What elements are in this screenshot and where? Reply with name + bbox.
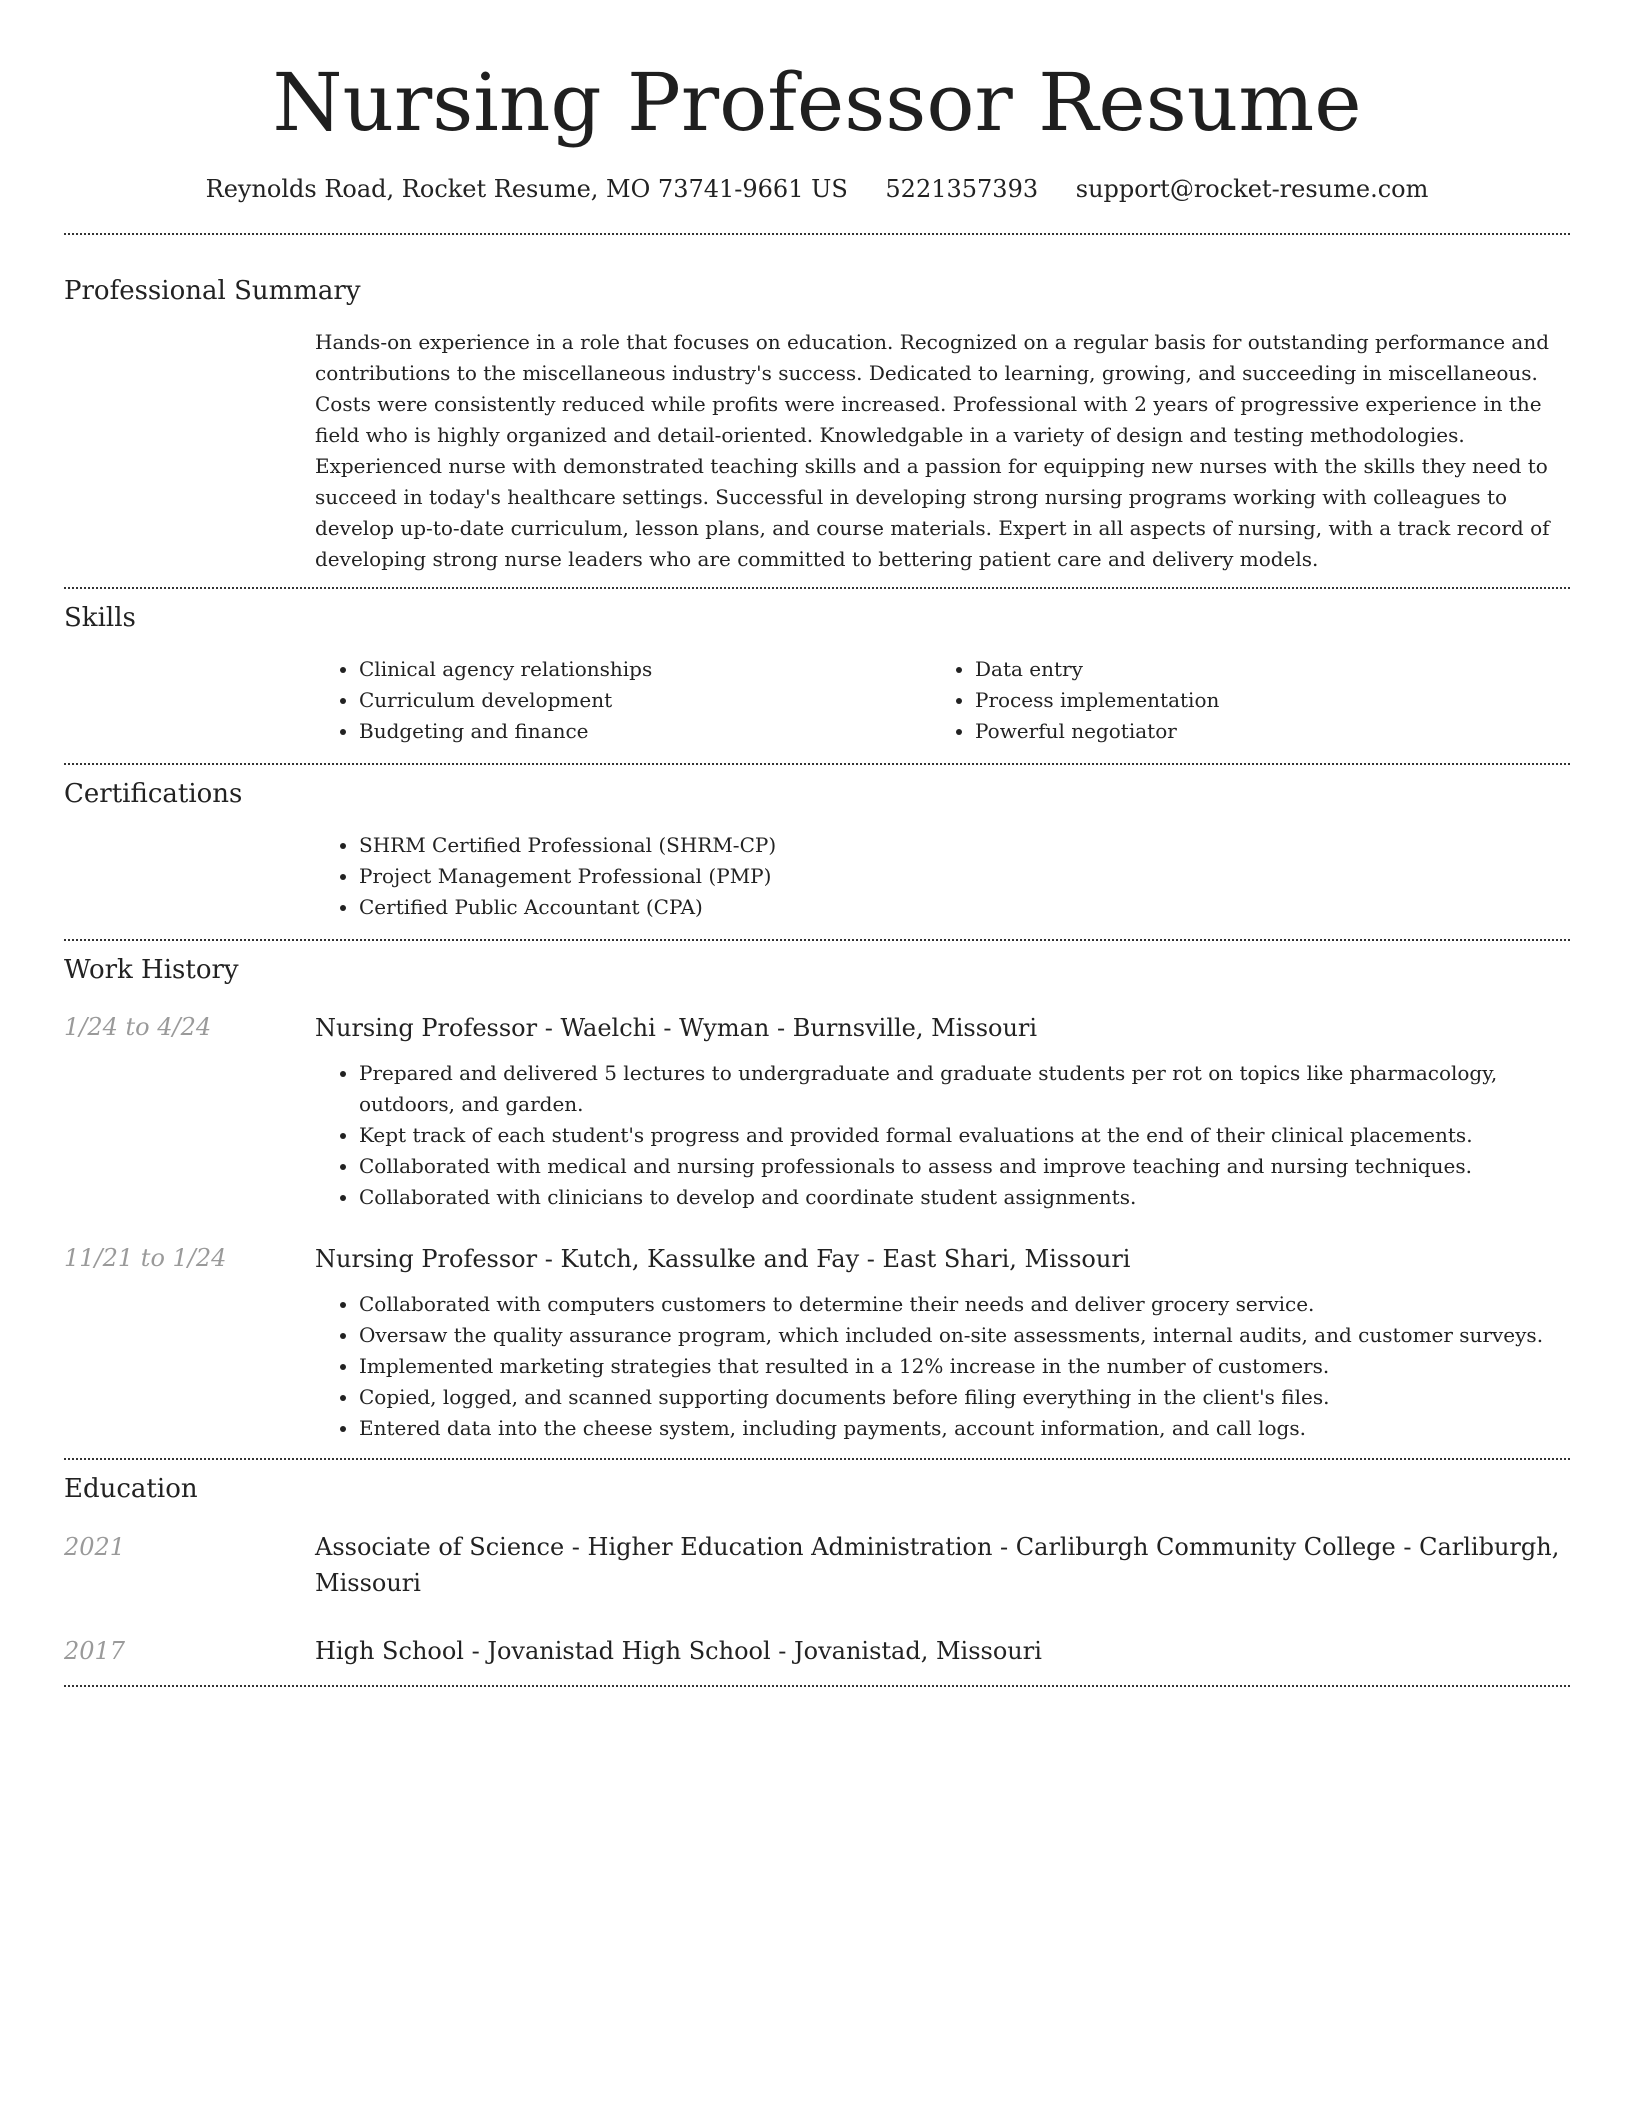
skill-item: • Data entry: [975, 654, 1551, 685]
job-bullet: • Collaborated with computers customers to determine their needs and deliver grocery service.: [359, 1289, 1570, 1320]
section-title-skills: Skills: [64, 603, 136, 633]
summary-text: Hands-on experience in a role that focuses on education. Recognized on a regular basis for outstanding performance and contributions to the miscellaneous industry's success. Dedicated to learning, growing, and succeeding in miscellaneous. Costs were consistently reduced while profits were increased. Professional with 2 years of progressive experience in the field who is highly organized and detail-oriented. Knowledgable in a variety of design and testing methodologies. Experienced nurse with demonstrated teaching skills and a passion for equipping new nurses with the skills they need to succeed in today's healthcare settings. Successful in developing strong nursing programs working with colleagues to develop up-to-date curriculum, lesson plans, and course materials. Expert in all aspects of nursing, with a track record of developing strong nurse leaders who are committed to bettering patient care and delivery models.: [315, 330, 1550, 571]
section-title-certifications: Certifications: [64, 779, 243, 809]
job-entry: [64, 1241, 1570, 1458]
certifications-section: [64, 765, 1570, 939]
skills-section: [64, 589, 1570, 763]
resume-page: [64, 0, 1570, 1687]
job-bullet: • Entered data into the cheese system, including payments, account information, and call logs.: [359, 1413, 1570, 1444]
education-school: - Jovanistad High School - Jovanistad, Missouri: [463, 1637, 1042, 1665]
education-entry: [64, 1633, 1570, 1685]
divider: [64, 1685, 1570, 1687]
skill-item: • Curriculum development: [359, 685, 931, 716]
skill-item: • Clinical agency relationships: [359, 654, 931, 685]
job-bullet: • Oversaw the quality assurance program, which included on-site assessments, internal audits, and customer surveys.: [359, 1320, 1570, 1351]
education-year: 2021: [64, 1533, 126, 1561]
skills-column-right: [931, 654, 1551, 747]
summary-section: [64, 235, 1570, 587]
job-bullet: • Collaborated with medical and nursing professionals to assess and improve teaching and nursing techniques.: [359, 1151, 1570, 1182]
certification-item: • SHRM Certified Professional (SHRM-CP): [359, 830, 1570, 861]
education-year: 2017: [64, 1637, 126, 1665]
job-dates: 1/24 to 4/24: [64, 1013, 212, 1041]
job-bullet: • Collaborated with clinicians to develop and coordinate student assignments.: [359, 1182, 1570, 1213]
skill-item: • Budgeting and finance: [359, 716, 931, 747]
certifications-list: [315, 830, 1570, 939]
section-title-summary: Professional Summary: [64, 276, 361, 306]
email-link[interactable]: support@rocket-resume.com: [1075, 175, 1429, 203]
skill-item: • Process implementation: [975, 685, 1551, 716]
job-heading: Nursing Professor - Waelchi - Wyman - Burnsville, Missouri: [315, 1014, 1038, 1042]
job-bullets: [315, 1058, 1570, 1213]
skills-column-left: [315, 654, 931, 747]
education-entry: [64, 1529, 1570, 1601]
job-bullet: • Kept track of each student's progress and provided formal evaluations at the end of their clinical placements.: [359, 1120, 1570, 1151]
contact-line: [64, 172, 1570, 206]
education-heading: [315, 1633, 1570, 1669]
job-bullet: • Implemented marketing strategies that resulted in a 12% increase in the number of customers.: [359, 1351, 1570, 1382]
work-history-section: [64, 941, 1570, 1458]
job-bullets: [315, 1289, 1570, 1444]
certification-item: • Certified Public Accountant (CPA): [359, 892, 1570, 923]
job-bullet: • Prepared and delivered 5 lectures to undergraduate and graduate students per rot on topics like pharmacology, outdoors, and garden.: [359, 1058, 1570, 1120]
resume-title: Nursing Professor Resume: [272, 56, 1362, 149]
education-degree: High School: [315, 1637, 464, 1665]
section-title-work-history: Work History: [64, 955, 239, 985]
skill-item: • Powerful negotiator: [975, 716, 1551, 747]
education-degree: Associate of Science - Higher Education Administration: [315, 1533, 993, 1561]
skills-list: [315, 654, 1570, 763]
job-heading: Nursing Professor - Kutch, Kassulke and Fay - East Shari, Missouri: [315, 1245, 1131, 1273]
phone-text: 5221357393: [885, 175, 1039, 203]
job-dates: 11/21 to 1/24: [64, 1244, 227, 1272]
job-entry: [64, 1010, 1570, 1213]
education-section: [64, 1460, 1570, 1685]
education-heading: [315, 1529, 1570, 1601]
certification-item: • Project Management Professional (PMP): [359, 861, 1570, 892]
education-school: - Carliburgh Community College - Carliburgh, Missouri: [315, 1533, 1560, 1597]
section-title-education: Education: [64, 1474, 198, 1504]
address-text: Reynolds Road, Rocket Resume, MO 73741-9661 US: [205, 175, 848, 203]
job-bullet: • Copied, logged, and scanned supporting documents before filing everything in the client's files.: [359, 1382, 1570, 1413]
